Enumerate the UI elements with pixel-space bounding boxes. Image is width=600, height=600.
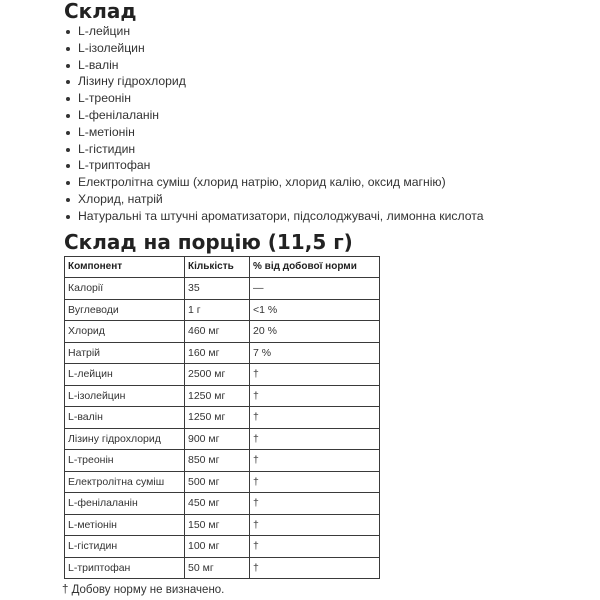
cell-daily-value: —: [250, 278, 380, 300]
cell-component: L-триптофан: [65, 557, 185, 579]
table-row: [65, 299, 380, 321]
cell-daily-value: †: [250, 471, 380, 493]
bullet-icon: [66, 164, 70, 168]
table-row: [65, 536, 380, 558]
ingredient-text: L-фенілаланін: [78, 107, 160, 122]
cell-component: L-ізолейцин: [65, 385, 185, 407]
table-row: [65, 557, 380, 579]
cell-amount: 450 мг: [185, 493, 250, 515]
table-row: [65, 493, 380, 515]
cell-amount: 850 мг: [185, 450, 250, 472]
bullet-icon: [66, 97, 70, 101]
ingredient-text: L-ізолейцин: [78, 40, 145, 55]
bullet-icon: [66, 148, 70, 152]
cell-amount: 35: [185, 278, 250, 300]
table-row: [65, 385, 380, 407]
cell-amount: 50 мг: [185, 557, 250, 579]
bullet-icon: [66, 64, 70, 68]
ingredient-text: L-треонін: [78, 91, 131, 106]
column-header-component: Компонент: [65, 256, 185, 278]
bullet-icon: [66, 181, 70, 185]
table-header-row: [65, 256, 380, 278]
ingredient-text: L-триптофан: [78, 158, 151, 173]
ingredient-text: L-валін: [78, 57, 119, 72]
cell-component: L-треонін: [65, 450, 185, 472]
cell-daily-value: †: [250, 450, 380, 472]
table-row: [65, 278, 380, 300]
cell-daily-value: †: [250, 493, 380, 515]
list-item: [64, 174, 584, 191]
cell-amount: 900 мг: [185, 428, 250, 450]
bullet-icon: [66, 30, 70, 34]
cell-amount: 1250 мг: [185, 407, 250, 429]
cell-component: Вуглеводи: [65, 299, 185, 321]
list-item: [64, 40, 584, 57]
cell-amount: 460 мг: [185, 321, 250, 343]
cell-daily-value: †: [250, 385, 380, 407]
cell-amount: 160 мг: [185, 342, 250, 364]
cell-component: L-валін: [65, 407, 185, 429]
cell-daily-value: †: [250, 428, 380, 450]
list-item: [64, 107, 584, 124]
bullet-icon: [66, 47, 70, 51]
cell-amount: 500 мг: [185, 471, 250, 493]
cell-component: L-лейцин: [65, 364, 185, 386]
cell-daily-value: <1 %: [250, 299, 380, 321]
nutrition-table: [64, 256, 380, 580]
cell-daily-value: †: [250, 557, 380, 579]
table-row: [65, 364, 380, 386]
table-body: [65, 278, 380, 579]
list-item: [64, 141, 584, 158]
bullet-icon: [66, 198, 70, 202]
table-row: [65, 428, 380, 450]
column-header-amount: Кількість: [185, 256, 250, 278]
cell-daily-value: 20 %: [250, 321, 380, 343]
cell-component: Електролітна суміш: [65, 471, 185, 493]
table-row: [65, 321, 380, 343]
ingredient-text: Хлорид, натрій: [78, 191, 163, 206]
cell-amount: 1 г: [185, 299, 250, 321]
cell-component: Лізину гідрохлорид: [65, 428, 185, 450]
cell-component: Хлорид: [65, 321, 185, 343]
ingredient-text: L-гістидин: [78, 141, 136, 156]
cell-amount: 150 мг: [185, 514, 250, 536]
page-content: [64, 0, 584, 598]
cell-daily-value: †: [250, 364, 380, 386]
bullet-icon: [66, 215, 70, 219]
column-header-daily-value: % від добової норми: [250, 256, 380, 278]
list-item: [64, 73, 584, 90]
cell-component: L-гістидин: [65, 536, 185, 558]
table-row: [65, 450, 380, 472]
ingredient-text: L-метіонін: [78, 124, 135, 139]
portion-title: Склад на порцію (11,5 г): [64, 229, 353, 254]
list-item: [64, 191, 584, 208]
cell-component: L-фенілаланін: [65, 493, 185, 515]
cell-component: L-метіонін: [65, 514, 185, 536]
list-item: [64, 57, 584, 74]
cell-daily-value: †: [250, 536, 380, 558]
table-row: [65, 342, 380, 364]
list-item: [64, 157, 584, 174]
composition-title: Склад: [64, 0, 137, 23]
cell-daily-value: 7 %: [250, 342, 380, 364]
list-item: [64, 90, 584, 107]
cell-amount: 100 мг: [185, 536, 250, 558]
cell-daily-value: †: [250, 514, 380, 536]
list-item: [64, 208, 584, 225]
list-item: [64, 23, 584, 40]
bullet-icon: [66, 80, 70, 84]
footnote: † Добову норму не визначено.: [62, 584, 225, 597]
ingredient-text: Натуральні та штучні ароматизатори, підсолоджувачі, лимонна кислота: [78, 208, 484, 223]
table-row: [65, 407, 380, 429]
list-item: [64, 124, 584, 141]
bullet-icon: [66, 131, 70, 135]
ingredient-text: Електролітна суміш (хлорид натрію, хлорид калію, оксид магнію): [78, 175, 446, 190]
table-row: [65, 514, 380, 536]
ingredient-text: L-лейцин: [78, 24, 131, 38]
cell-amount: 1250 мг: [185, 385, 250, 407]
ingredient-list: [64, 23, 584, 225]
cell-component: Калорії: [65, 278, 185, 300]
table-row: [65, 471, 380, 493]
cell-amount: 2500 мг: [185, 364, 250, 386]
bullet-icon: [66, 114, 70, 118]
ingredient-text: Лізину гідрохлорид: [78, 74, 186, 89]
cell-daily-value: †: [250, 407, 380, 429]
cell-component: Натрій: [65, 342, 185, 364]
